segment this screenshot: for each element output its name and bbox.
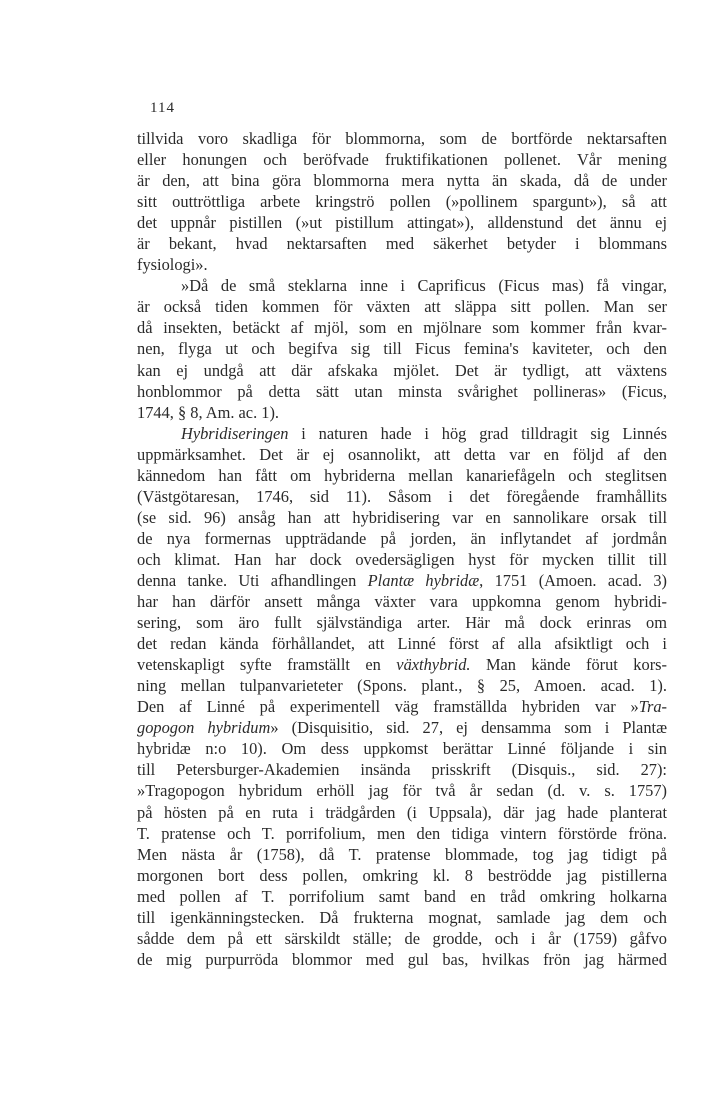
italic-term: gopogon hybridum: [137, 718, 271, 738]
line-text: de mig purpurröda blommor med gul bas, hvilkas frön jag härmed: [137, 949, 667, 969]
line-text: till igenkänningstecken. Då frukterna mognat, samlade jag dem och: [137, 907, 667, 927]
text-line: [137, 654, 667, 675]
line-text: kan ej undgå att där afskaka mjölet. Det är tydligt, att växtens: [137, 360, 667, 380]
line-text: det redan kända förhållandet, att Linné först af alla afsiktligt och i: [137, 634, 667, 654]
italic-term: Hybridiseringen: [181, 423, 289, 443]
text-line: [137, 759, 667, 780]
line-text: vetenskapligt syfte framställt en: [137, 655, 397, 675]
text-line: [137, 633, 667, 654]
line-text: 1744, § 8, Am. ac. 1).: [137, 402, 280, 422]
text-line: [137, 507, 667, 528]
line-text: ning mellan tulpanvarieteter (Spons. plant., § 25, Amoen. acad. 1).: [137, 676, 667, 696]
line-text-after: Man kände förut kors-: [470, 655, 667, 675]
line-text: »Tragopogon hybridum erhöll jag för två år sedan (d. v. s. 1757): [137, 781, 667, 801]
text-line: [137, 275, 667, 296]
line-text: är den, att bina göra blommorna mera nytta än skada, då de under: [137, 171, 667, 191]
line-text: är också tiden kommen för växten att släppa sitt pollen. Man ser: [137, 297, 667, 317]
italic-term: växthybrid.: [396, 655, 471, 675]
line-text: nen, flyga ut och begifva sig till Ficus femina's kaviteter, och den: [137, 339, 667, 359]
line-text: T. pratense och T. porrifolium, men den tidiga vintern förstörde fröna.: [137, 823, 667, 843]
line-text: » (Disquisitio, sid. 27, ej densamma som i Plantæ: [270, 718, 668, 738]
line-text: Den af Linné på experimentell väg framställda hybriden var »: [137, 697, 639, 717]
text-line: [137, 170, 667, 191]
line-text-after: , 1751 (Amoen. acad. 3): [479, 570, 667, 590]
text-line: [137, 928, 667, 949]
line-text: sådde dem på ett särskildt ställe; de grodde, och i år (1759) gåfvo: [137, 928, 667, 948]
text-line: [137, 317, 667, 338]
text-line: [137, 381, 667, 402]
text-line: [137, 233, 667, 254]
text-line: [137, 907, 667, 928]
text-line: [137, 780, 667, 801]
text-line: [137, 717, 667, 738]
text-line: [137, 570, 667, 591]
text-line: [137, 696, 667, 717]
text-line: [137, 423, 667, 444]
text-line: [137, 949, 667, 970]
line-text: uppmärksamhet. Det är ej osannolikt, att detta var en följd af den: [137, 444, 667, 464]
line-text: på hösten på en ruta i trädgården (i Uppsala), där jag hade planterat: [137, 802, 667, 822]
line-text: denna tanke. Uti afhandlingen: [137, 570, 368, 590]
line-text: kännedom han fått om hybriderna mellan kanariefågeln och steglitsen: [137, 465, 667, 485]
italic-term: Tra-: [638, 697, 667, 717]
text-line: [137, 886, 667, 907]
line-text: fysiologi».: [137, 255, 208, 275]
text-line: [137, 675, 667, 696]
text-line: [137, 191, 667, 212]
line-text: sering, som äro fullt självständiga arter. Här må dock erinras om: [137, 613, 667, 633]
line-text: morgonen bort dess pollen, omkring kl. 8 beströdde jag pistillerna: [137, 865, 667, 885]
line-text: i naturen hade i hög grad tilldragit sig Linnés: [288, 423, 667, 443]
line-text: har han därför ansett många växter vara uppkomna genom hybridi-: [137, 592, 667, 612]
line-text: det uppnår pistillen (»ut pistillum attingat»), alldenstund det ännu ej: [137, 213, 667, 233]
text-line: [137, 402, 667, 423]
text-line: [137, 865, 667, 886]
page-number: 114: [150, 100, 175, 116]
text-line: [137, 296, 667, 317]
line-text: hybridæ n:o 10). Om dess uppkomst berättar Linné följande i sin: [137, 739, 667, 759]
line-text: sitt outtröttliga arbete kringströ pollen (»pollinem spargunt»), så att: [137, 192, 667, 212]
text-line: [137, 444, 667, 465]
line-text: med pollen af T. porrifolium samt band en tråd omkring holkarna: [137, 886, 667, 906]
line-text: (se sid. 96) ansåg han att hybridisering var en sannolikare orsak till: [137, 507, 667, 527]
line-text: och klimat. Han har dock ovedersägligen hyst för mycken tillit till: [137, 549, 667, 569]
line-text: då insekten, betäckt af mjöl, som en mjölnare som kommer från kvar-: [137, 318, 667, 338]
text-line: [137, 802, 667, 823]
text-line: [137, 338, 667, 359]
text-line: [137, 360, 667, 381]
line-text: Men nästa år (1758), då T. pratense blommade, tog jag tidigt på: [137, 844, 667, 864]
text-line: [137, 549, 667, 570]
italic-term: Plantæ hybridæ: [367, 570, 480, 590]
line-text: tillvida voro skadliga för blommorna, som de bortförde nektarsaften: [137, 129, 667, 148]
line-text: de nya formernas uppträdande på jorden, än inflytandet af jordmån: [137, 528, 667, 548]
text-line: [137, 149, 667, 170]
line-text: »Då de små steklarna inne i Caprificus (Ficus mas) få vingar,: [181, 276, 667, 296]
text-line: [137, 465, 667, 486]
text-line: [137, 528, 667, 549]
text-line: [137, 844, 667, 865]
body-text: [137, 128, 667, 970]
text-line: [137, 823, 667, 844]
line-text: eller honungen och beröfvade fruktifikationen pollenet. Vår mening: [137, 150, 667, 170]
text-line: [137, 591, 667, 612]
text-line: [137, 738, 667, 759]
line-text: (Västgötaresan, 1746, sid 11). Såsom i det föregående framhållits: [137, 486, 667, 506]
text-line: [137, 612, 667, 633]
text-line: [137, 212, 667, 233]
text-line: [137, 254, 667, 275]
text-line: [137, 128, 667, 149]
text-line: [137, 486, 667, 507]
line-text: honblommor på detta sätt utan minsta svårighet pollineras» (Ficus,: [137, 381, 667, 401]
line-text: till Petersburger-Akademien insända prisskrift (Disquis., sid. 27):: [137, 760, 667, 780]
line-text: är bekant, hvad nektarsaften med säkerhet betyder i blommans: [137, 234, 667, 254]
